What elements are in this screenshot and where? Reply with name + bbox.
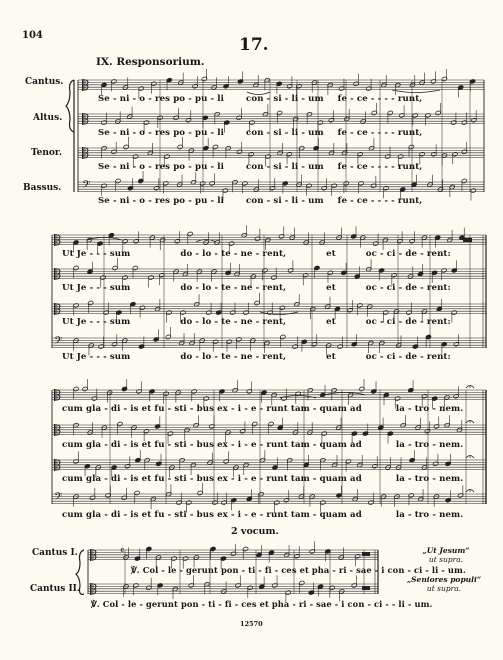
voice-label-bassus: Bassus.	[23, 183, 62, 193]
breve-note	[362, 586, 370, 590]
c-clef	[54, 268, 56, 280]
plate-number: 12570	[240, 620, 263, 628]
time-signature: 𝄴	[120, 546, 125, 557]
duo-heading: 2 vocum.	[231, 526, 279, 537]
repeat-cue-1	[412, 546, 480, 564]
lyric-line: cum gla - di - is et fu - sti - bus ex - i - e - runt tam - quam ad la - tro - nem.	[62, 510, 464, 520]
lyric-line: cum gla - di - is et fu - sti - bus ex - i - e - runt tam - quam ad la - tro - nem.	[62, 474, 464, 484]
cue-title: „Seniores populi“	[406, 575, 482, 584]
c-clef	[54, 234, 56, 246]
lyric-line: Ut Je - - - sum do - lo - te - ne - rent, et oc - ci - de - rent:	[62, 249, 451, 259]
voice-label-cantus-2: Cantus II.	[30, 584, 80, 594]
slur	[392, 90, 440, 93]
lyric-line: Se - ni - o - res po - pu - li con - si - li - um fe - ce - - - - runt,	[98, 128, 423, 138]
voice-label-cantus: Cantus.	[25, 77, 64, 87]
c-clef	[54, 389, 56, 401]
lyric-line: cum gla - di - is et fu - sti - bus ex - i - e - runt tam - quam ad la - tro - nem.	[62, 440, 464, 450]
c-clef	[54, 459, 56, 471]
fermata-dot	[469, 490, 470, 491]
lyric-line: Ut Je - - - sum do - lo - te - ne - rent, et oc - ci - de - rent:	[62, 283, 451, 293]
voice-label-altus: Altus.	[33, 113, 63, 123]
duo-lyric-2: ℣. Col - le - gerunt pon - ti - fi - ces et pha - ri - sae - i con - ci - - li - um.	[91, 599, 433, 609]
bass-clef: 𝄢	[82, 179, 91, 194]
fermata-dot	[469, 456, 470, 457]
cue-subtitle: ut supra.	[428, 555, 464, 564]
fermata-dot	[469, 421, 470, 422]
c-clef	[54, 424, 56, 436]
lyric-line: Se - ni - o - res po - pu - li con - si - li - um fe - ce - - - - runt,	[98, 196, 423, 206]
fermata-dot	[469, 386, 470, 387]
voice-label-tenor: Tenor.	[31, 148, 62, 158]
duo-lyric-1: ℣. Col - le - gerunt pon - ti - fi - ces et pha - ri - sae - i con - ci - li - um.	[131, 565, 466, 575]
voice-label-cantus-1: Cantus I.	[32, 548, 78, 558]
lyric-line: Se - ni - o - res po - pu - li con - si - li - um fe - ce - - - - runt,	[98, 94, 423, 104]
c-clef	[82, 147, 84, 159]
c-clef	[90, 583, 92, 595]
section-title: IX. Responsorium.	[96, 56, 205, 68]
page-number: 104	[22, 30, 43, 41]
piece-number: 17.	[239, 35, 269, 55]
system-bracket	[66, 80, 74, 132]
repeat-cue-2	[404, 575, 484, 593]
c-clef	[82, 79, 84, 91]
breve-note	[362, 552, 370, 556]
c-clef	[90, 549, 92, 561]
lyric-line: Ut Je - - - sum do - lo - te - ne - rent, et oc - ci - de - rent:	[62, 317, 451, 327]
breve-note	[463, 238, 472, 242]
slur	[260, 312, 298, 315]
cue-title: „Ut Jesum“	[422, 546, 470, 555]
c-clef	[82, 113, 84, 125]
lyric-line: Ut Je - - - sum do - lo - te - ne - rent, et oc - ci - de - rent:	[62, 352, 451, 362]
lyric-line: cum gla - di - is et fu - sti - bus ex - i - e - runt tam - quam ad la - tro - nem.	[62, 404, 464, 414]
c-clef	[54, 303, 56, 315]
lyric-line: Se - ni - o - res po - pu - li con - si - li - um fe - ce - - - - runt,	[98, 162, 423, 172]
bass-clef: 𝄢	[54, 335, 63, 350]
cue-subtitle: ut supra.	[426, 584, 462, 593]
bass-clef: 𝄢	[54, 491, 63, 506]
